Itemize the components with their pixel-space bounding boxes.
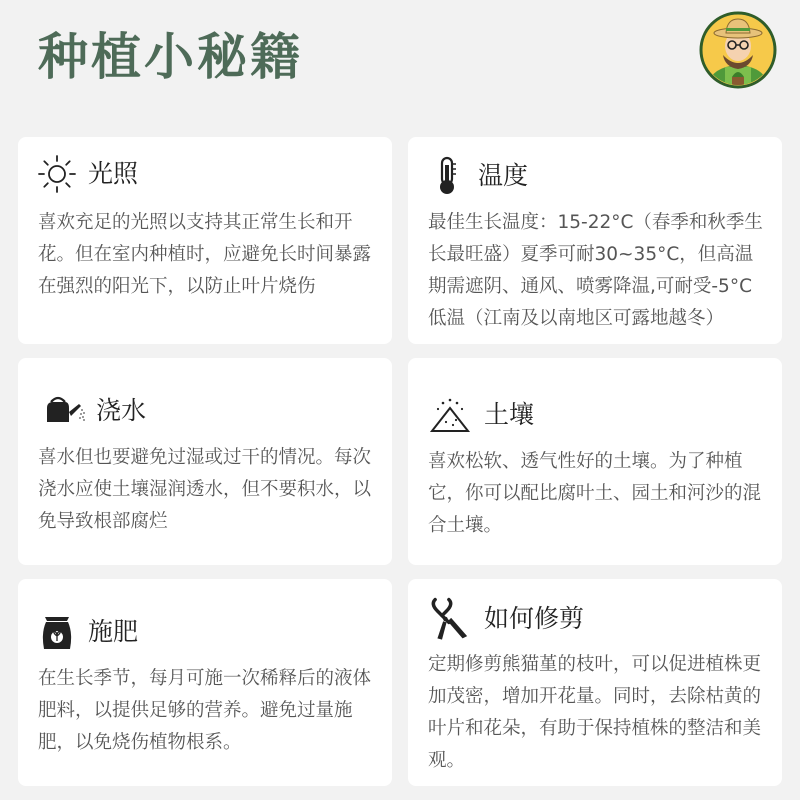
card-title: 施肥 — [88, 617, 139, 646]
watering-can-icon — [36, 390, 92, 432]
card-text: 喜欢松软、透气性好的土壤。为了种植它，你可以配比腐叶土、园土和河沙的混合土壤。 — [428, 451, 762, 536]
gardener-avatar — [699, 11, 777, 89]
fertilizer-bag-icon — [36, 611, 78, 653]
card-temperature — [408, 137, 782, 344]
page-title: 种植小秘籍 — [38, 28, 303, 86]
card-light — [18, 137, 392, 344]
card-title: 光照 — [88, 159, 139, 188]
thermometer-icon — [426, 155, 468, 197]
card-title: 土壤 — [484, 400, 535, 429]
card-soil — [408, 358, 782, 565]
card-text: 定期修剪熊猫堇的枝叶，可以促进植株更加茂密，增加开花量。同时，去除枯黄的叶片和花朵，有助于保持植株的整洁和美观。 — [428, 654, 762, 771]
card-title: 温度 — [478, 161, 529, 190]
card-text: 喜欢充足的光照以支持其正常生长和开花。但在室内种植时，应避免长时间暴露在强烈的阳光下，以防止叶片烧伤 — [38, 212, 372, 297]
card-watering — [18, 358, 392, 565]
card-fertilizing — [18, 579, 392, 786]
sun-icon — [36, 153, 78, 195]
pruning-shears-icon — [426, 595, 474, 643]
card-text: 在生长季节，每月可施一次稀释后的液体肥料，以提供足够的营养。避免过量施肥，以免烧伤植物根系。 — [38, 668, 372, 753]
card-title: 如何修剪 — [484, 604, 585, 633]
card-text: 喜水但也要避免过湿或过干的情况。每次浇水应使土壤湿润透水，但不要积水，以免导致根部腐烂 — [38, 447, 372, 532]
soil-icon — [426, 394, 474, 436]
card-pruning — [408, 579, 782, 786]
card-text: 最佳生长温度：15-22°C（春季和秋季生长最旺盛）夏季可耐30~35°C，但高温期需遮阴、通风、喷雾降温,可耐受-5°C低温（江南及以南地区可露地越冬） — [428, 212, 763, 329]
card-title: 浇水 — [96, 396, 147, 425]
